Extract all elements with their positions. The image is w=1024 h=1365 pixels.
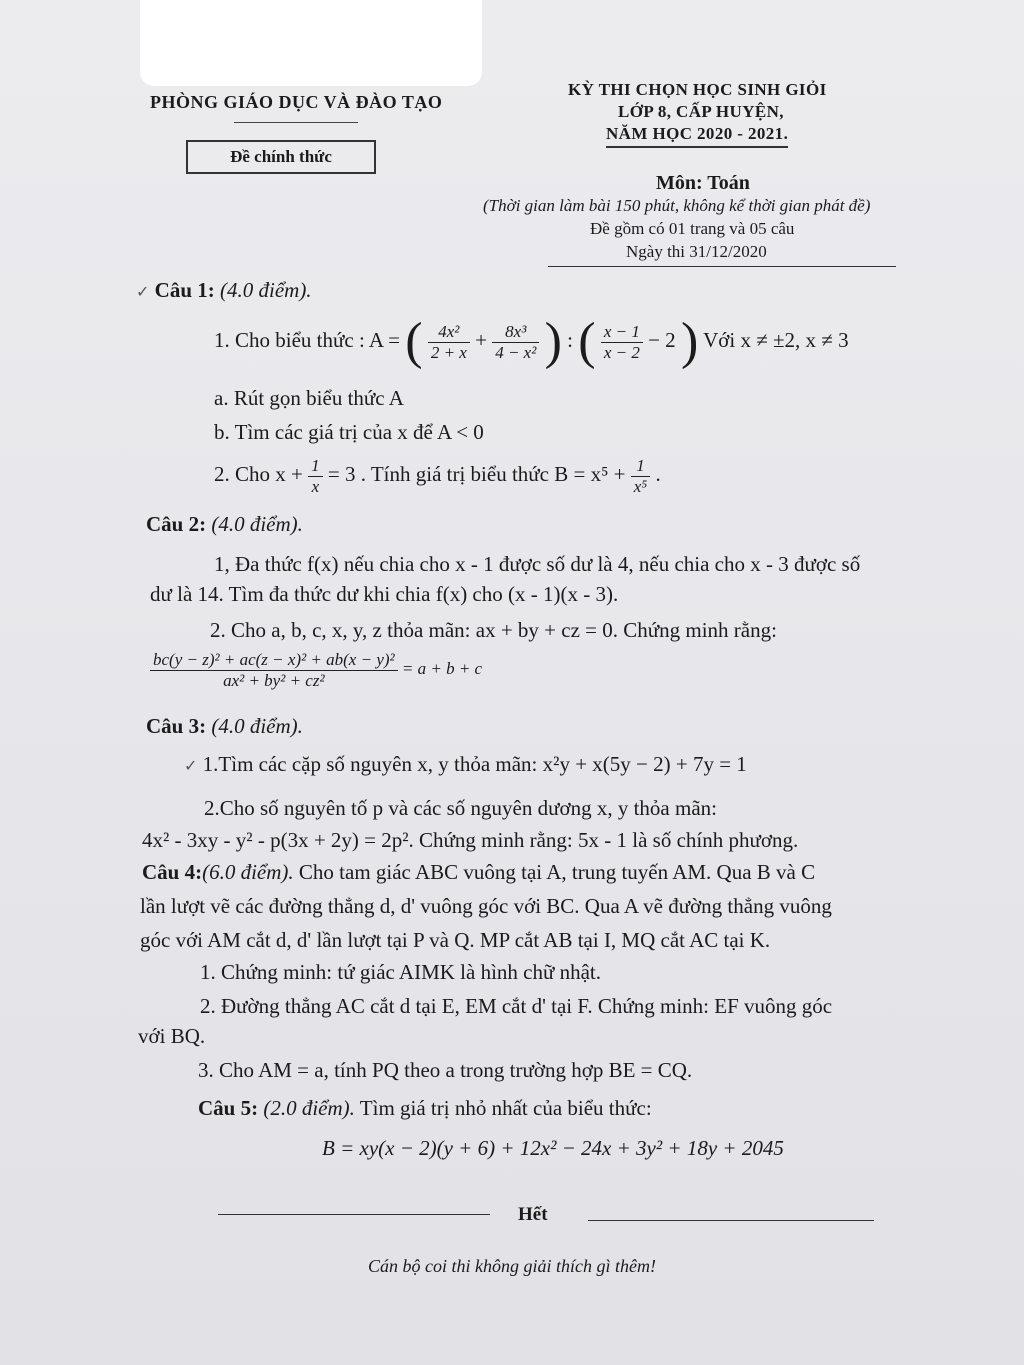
checkmark-icon: ✓: [184, 756, 198, 775]
q2-identity: [150, 650, 482, 690]
q3-heading: [146, 714, 303, 739]
q1-f2-num: 8x³: [492, 322, 539, 343]
q1-part-a: a. Rút gọn biểu thức A: [214, 386, 404, 410]
q1-p1-intro: 1. Cho biểu thức : A =: [214, 327, 400, 352]
q4-line2: lần lượt vẽ các đường thẳng d, d' vuông góc với BC. Qua A vẽ đường thẳng vuông: [140, 894, 832, 918]
q3-p2-line1: 2.Cho số nguyên tố p và các số nguyên dương x, y thỏa mãn:: [204, 796, 717, 820]
q5-text: Tìm giá trị nhỏ nhất của biểu thức:: [359, 1096, 652, 1120]
q1-plus: +: [475, 327, 487, 352]
paren-close: ): [544, 313, 562, 370]
q1-fraction-3: [601, 322, 643, 362]
q3-points: (4.0 điểm).: [211, 714, 303, 738]
end-line-right: [588, 1220, 874, 1221]
q2-title: Câu 2:: [146, 512, 207, 536]
q1-f1-den: 2 + x: [430, 342, 467, 362]
q1-part1: [214, 313, 849, 370]
q1-fraction-2: [492, 322, 539, 362]
exam-title-line3: NĂM HỌC 2020 - 2021.: [606, 124, 788, 148]
q4-title: Câu 4:: [142, 860, 203, 884]
q1-minus2: − 2: [648, 327, 676, 352]
q2-identity-fraction: [150, 650, 398, 690]
q3-title: Câu 3:: [146, 714, 207, 738]
q4-p2-line1: 2. Đường thẳng AC cắt d tại E, EM cắt d' tại F. Chứng minh: EF vuông góc: [200, 994, 833, 1018]
department-name: PHÒNG GIÁO DỤC VÀ ĐÀO TẠO: [150, 92, 443, 112]
q1-p2-den2: x⁵: [633, 476, 648, 496]
q1-p2-fraction: [308, 456, 323, 496]
q5-expression: B = xy(x − 2)(y + 6) + 12x² − 24x + 3y² + 18y + 2045: [322, 1136, 784, 1160]
q5-title: Câu 5:: [198, 1096, 259, 1120]
q4-points: (6.0 điểm).: [202, 860, 294, 884]
q2-p1-line2: dư là 14. Tìm đa thức dư khi chia f(x) cho (x - 1)(x - 3).: [150, 582, 619, 606]
q2-p2-line1: 2. Cho a, b, c, x, y, z thỏa mãn: ax + by + cz = 0. Chứng minh rằng:: [210, 618, 777, 642]
paren-close-2: ): [680, 313, 699, 370]
q4-line3: góc với AM cắt d, d' lần lượt tại P và Q. MP cắt AB tại I, MQ cắt AC tại K.: [140, 928, 771, 952]
q1-title: Câu 1:: [154, 278, 215, 302]
q1-p2-num: 1: [308, 456, 323, 477]
q1-f2-den: 4 − x²: [495, 342, 537, 362]
q4-p3: 3. Cho AM = a, tính PQ theo a trong trường hợp BE = CQ.: [198, 1058, 693, 1082]
exam-title-line1: KỲ THI CHỌN HỌC SINH GIỎI: [568, 80, 827, 99]
subject: Môn: Toán: [656, 172, 750, 194]
q4-p1: 1. Chứng minh: tứ giác AIMK là hình chữ nhật.: [200, 960, 602, 984]
q2-identity-rhs: = a + b + c: [401, 658, 483, 678]
paren-open-2: (: [578, 313, 596, 370]
q2-identity-den: ax² + by² + cz²: [223, 670, 325, 690]
q1-f3-den: x − 2: [603, 342, 640, 362]
q1-p2-den: x: [311, 476, 320, 496]
q1-heading: [136, 278, 312, 303]
q1-points: (4.0 điểm).: [220, 278, 312, 302]
end-line-left: [218, 1214, 490, 1215]
q1-part2: [214, 456, 661, 496]
q4-line1-text: Cho tam giác ABC vuông tại A, trung tuyến AM. Qua B và C: [298, 860, 816, 884]
official-label-box: [186, 140, 376, 174]
q3-p1-text: 1.Tìm các cặp số nguyên x, y thỏa mãn: x²y + x(5y − 2) + 7y = 1: [202, 752, 747, 776]
exam-title-line2: LỚP 8, CẤP HUYỆN,: [618, 102, 784, 121]
end-marker: Hết: [518, 1204, 548, 1225]
header-divider-right: [548, 266, 896, 267]
footer-note: Cán bộ coi thi không giải thích gì thêm!: [368, 1256, 656, 1276]
time-note: (Thời gian làm bài 150 phút, không kể thời gian phát đề): [483, 196, 871, 215]
redaction-block: [140, 0, 482, 86]
q1-p2-fraction-2: [631, 456, 650, 496]
paren-open: (: [405, 313, 423, 370]
q1-p2-mid: = 3 . Tính giá trị biểu thức B = x⁵ +: [327, 461, 626, 486]
q1-f3-num: x − 1: [601, 322, 643, 343]
q1-p2-num2: 1: [631, 456, 650, 477]
official-label: Đề chính thức: [230, 147, 332, 166]
header-divider-left: [234, 122, 358, 123]
q3-p1: [184, 752, 747, 777]
q1-condition: Với x ≠ ±2, x ≠ 3: [703, 327, 849, 352]
q2-p1-line1: 1, Đa thức f(x) nếu chia cho x - 1 được số dư là 4, nếu chia cho x - 3 được số: [214, 552, 861, 576]
q4-p2-line2: với BQ.: [138, 1024, 206, 1048]
q1-p2-intro: 2. Cho x +: [214, 461, 303, 486]
q2-heading: [146, 512, 303, 537]
pages-note: Đề gồm có 01 trang và 05 câu: [590, 219, 795, 238]
exam-date: Ngày thi 31/12/2020: [626, 242, 767, 261]
q5-points: (2.0 điểm).: [263, 1096, 355, 1120]
q1-part-b: b. Tìm các giá trị của x để A < 0: [214, 420, 484, 444]
q2-points: (4.0 điểm).: [211, 512, 303, 536]
q5-line: [198, 1096, 652, 1121]
q3-p2-line2: 4x² - 3xy - y² - p(3x + 2y) = 2p². Chứng minh rằng: 5x - 1 là số chính phương.: [142, 828, 799, 852]
q1-p2-end: .: [655, 461, 661, 486]
q4-line1: [142, 860, 815, 885]
q2-identity-num: bc(y − z)² + ac(z − x)² + ab(x − y)²: [150, 650, 398, 671]
checkmark-icon: ✓: [136, 282, 150, 301]
q1-fraction-1: [428, 322, 470, 362]
q1-colon: :: [567, 327, 573, 352]
q1-f1-num: 4x²: [428, 322, 470, 343]
